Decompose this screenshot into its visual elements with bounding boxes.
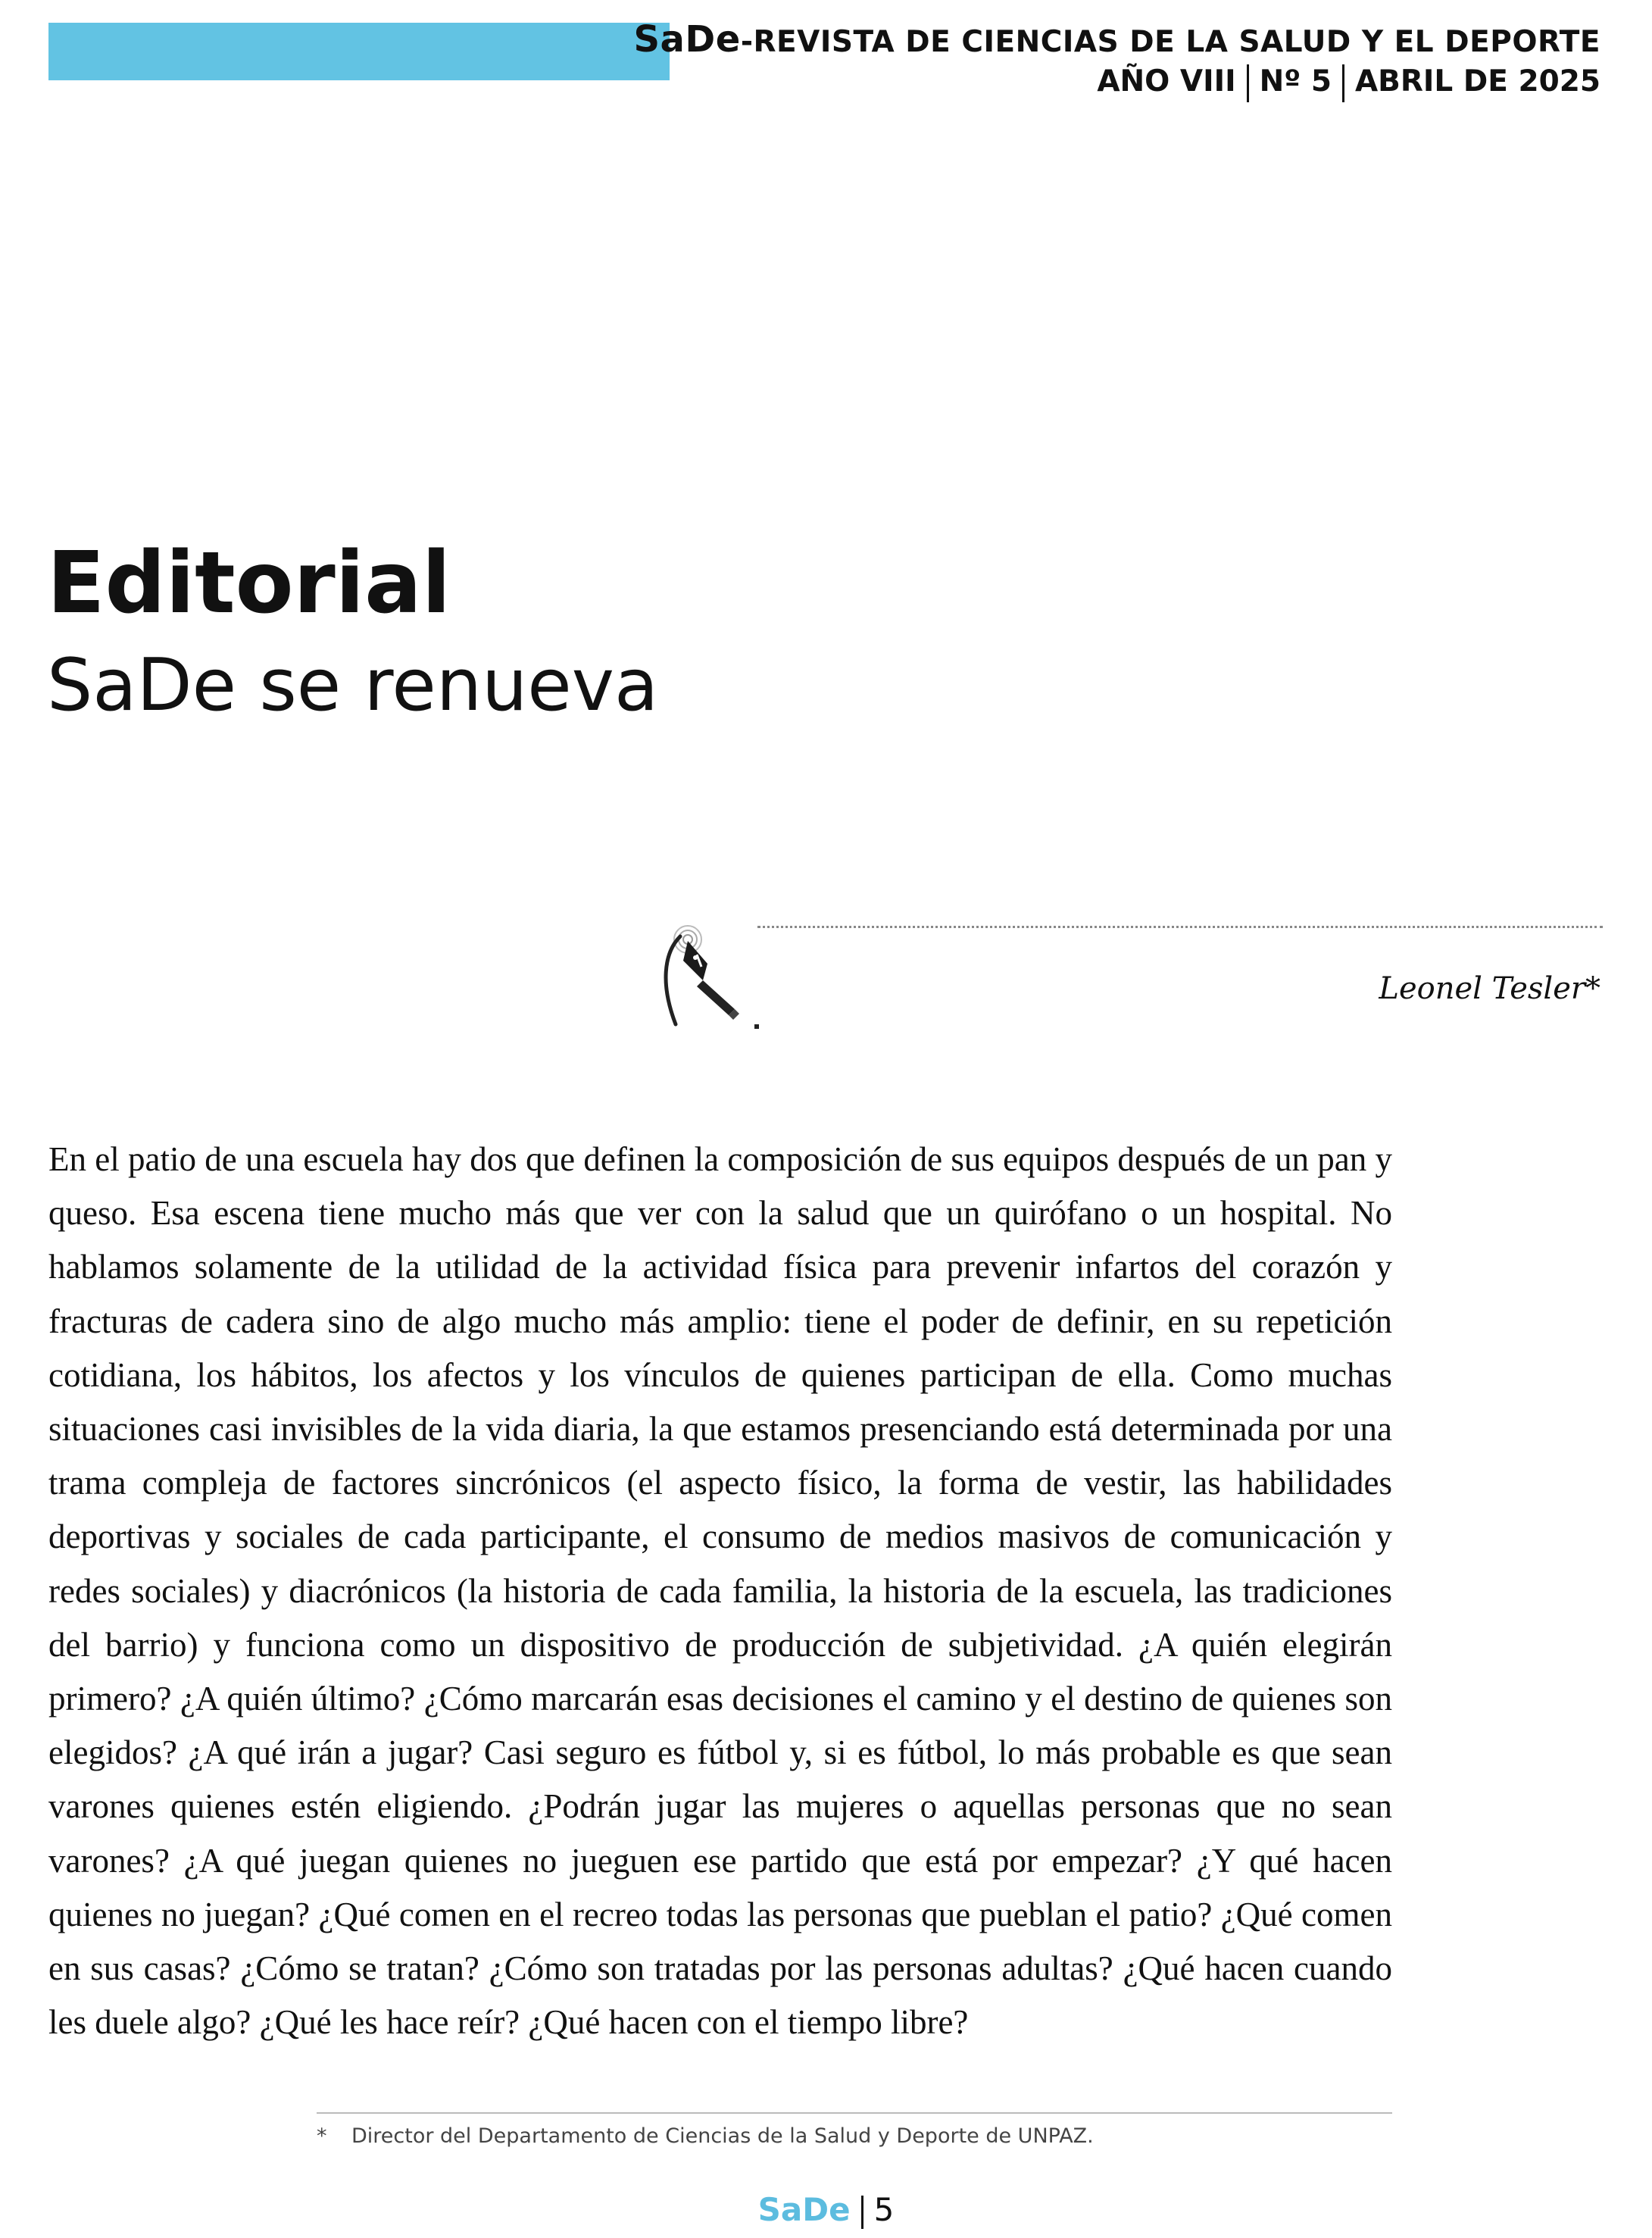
journal-title bbox=[633, 20, 1600, 62]
footnote bbox=[317, 2124, 1094, 2148]
footnote-text: Director del Departamento de Ciencias de la Salud y Deporte de UNPAZ. bbox=[351, 2124, 1094, 2148]
fountain-pen-icon bbox=[650, 924, 771, 1038]
running-header bbox=[633, 20, 1600, 102]
journal-name: -REVISTA DE CIENCIAS DE LA SALUD Y EL DEPORTE bbox=[740, 25, 1600, 59]
author-name: Leonel Tesler* bbox=[1379, 971, 1600, 1006]
issue-date: ABRIL DE 2025 bbox=[1354, 64, 1600, 98]
journal-brand: SaDe bbox=[633, 18, 741, 61]
header-separator bbox=[1247, 64, 1249, 102]
footer-separator bbox=[861, 2196, 863, 2229]
issue-info bbox=[633, 62, 1600, 102]
author-divider bbox=[757, 926, 1603, 928]
header-separator bbox=[1342, 64, 1344, 102]
article-title: SaDe se renueva bbox=[47, 644, 659, 727]
section-heading: Editorial bbox=[47, 534, 451, 633]
footnote-mark: * bbox=[317, 2124, 327, 2148]
footnote-divider bbox=[317, 2112, 1392, 2114]
article-body: En el patio de una escuela hay dos que definen la composición de sus equipos después de un pan y queso. Esa escena tiene mucho más que ver con la salud que un quirófano o un hospital. No hablamos solamente de la utilidad de la actividad física para prevenir infartos del corazón y fracturas de cadera sino de algo mucho más amplio: tiene el poder de definir, en su repetición cotidiana, los hábitos, los afectos y los vínculos de quienes participan de ella. Como muchas situaciones casi invisibles de la vida diaria, la que estamos presenciando está determinada por una trama compleja de factores sincrónicos (el aspecto físico, la forma de vestir, las habilidades deportivas y sociales de cada participante, el consumo de medios masivos de comunicación y redes sociales) y diacrónicos (la historia de cada familia, la historia de la escuela, las tradiciones del barrio) y funciona como un dispositivo de producción de subjetividad. ¿A quién elegirán primero? ¿A quién último? ¿Cómo marcarán esas decisiones el camino y el destino de quienes son elegidos? ¿A qué irán a jugar? Casi seguro es fútbol y, si es fútbol, lo más probable es que sean varones quienes estén eligiendo. ¿Podrán jugar las mujeres o aquellas personas que no sean varones? ¿A qué juegan quienes no jueguen ese partido que está por empezar? ¿Y qué hacen quienes no juegan? ¿Qué comen en el recreo todas las personas que pueblan el patio? ¿Qué comen en sus casas? ¿Cómo se tratan? ¿Cómo son tratadas por las personas adultas? ¿Qué hacen cuando les duele algo? ¿Qué les hace reír? ¿Qué hacen con el tiempo libre? bbox=[48, 1140, 1392, 2042]
footer-brand: SaDe bbox=[757, 2191, 851, 2228]
page-number: 5 bbox=[873, 2191, 895, 2228]
header-color-bar bbox=[48, 23, 670, 80]
issue-number: Nº 5 bbox=[1259, 64, 1332, 98]
page-footer bbox=[0, 2190, 1652, 2230]
issue-year: AÑO VIII bbox=[1097, 64, 1236, 98]
